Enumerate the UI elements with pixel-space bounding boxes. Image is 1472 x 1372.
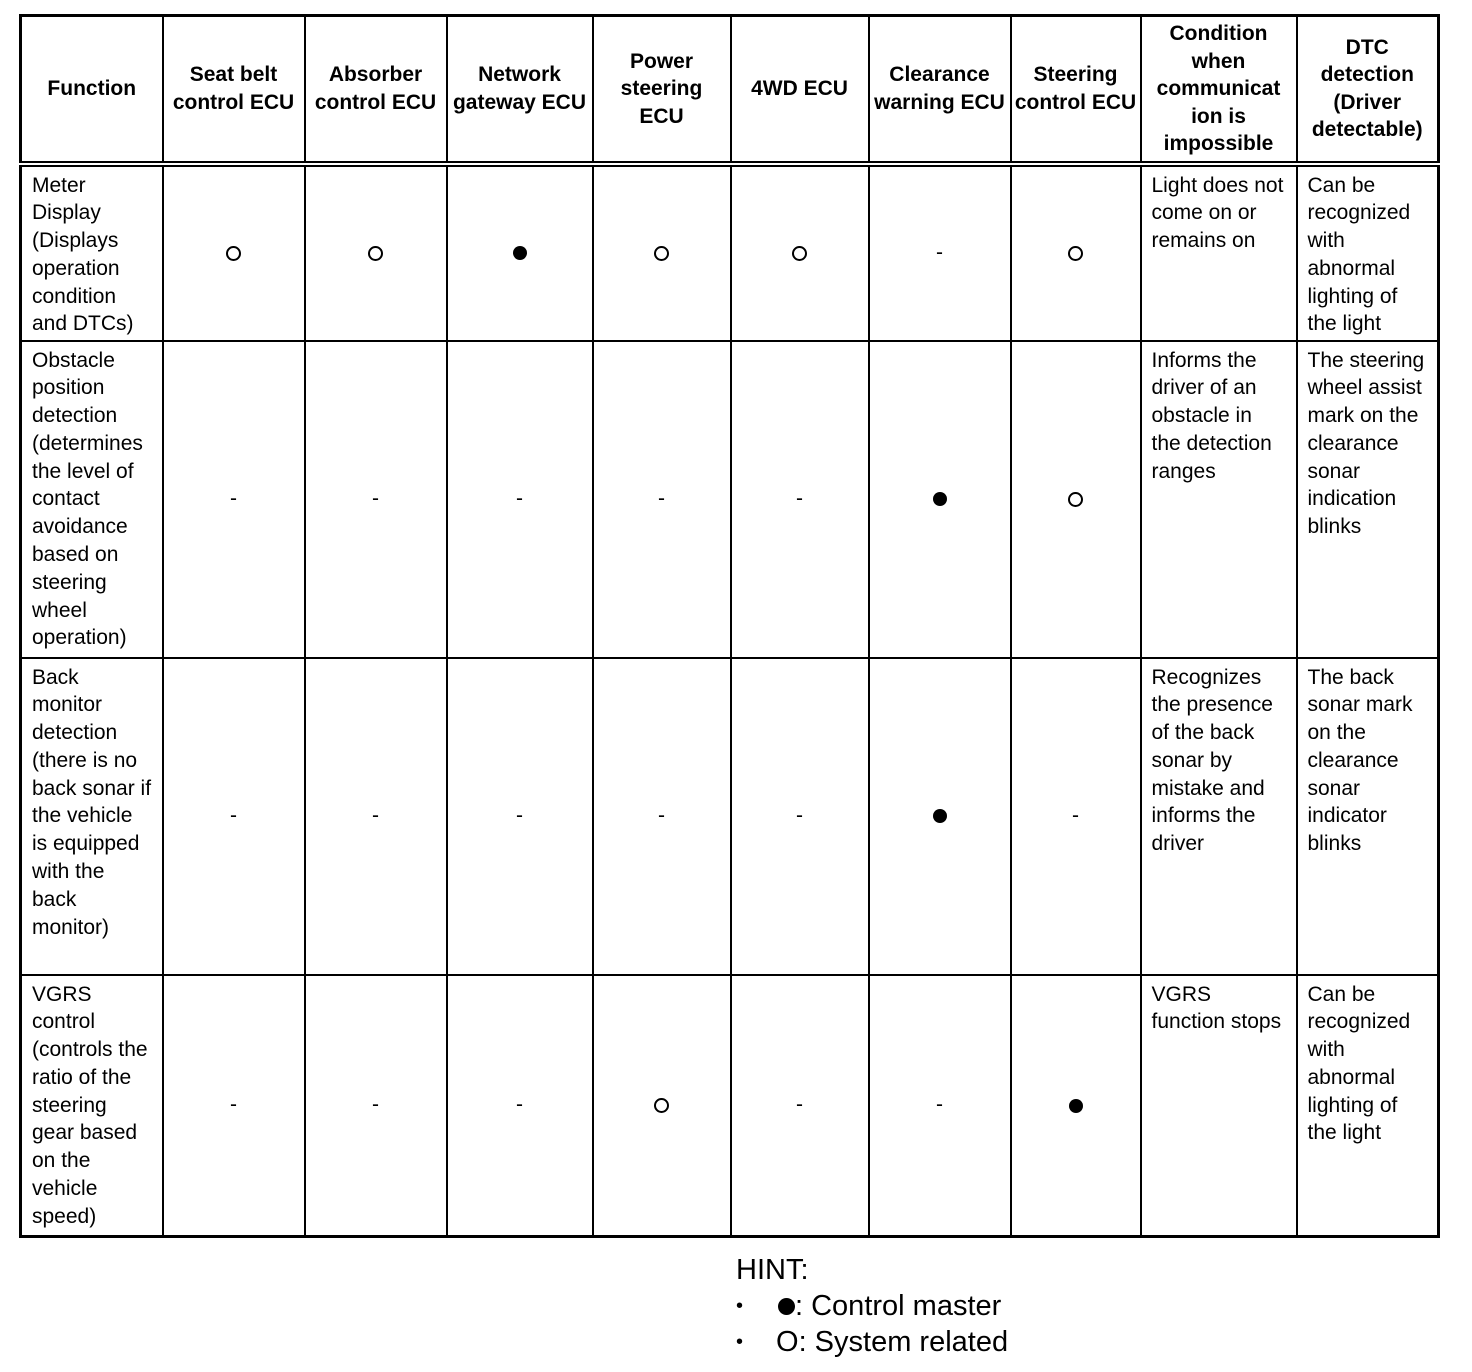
dtc-cell: Can be recognized with abnormal lighting of the light <box>1297 975 1439 1237</box>
bullet-icon: • <box>736 1331 744 1353</box>
dash-mark: - <box>658 804 665 827</box>
open-circle-icon <box>226 246 241 261</box>
dash-mark: - <box>372 1093 379 1117</box>
open-circle-icon <box>654 1098 669 1113</box>
dash-mark: - <box>516 487 523 510</box>
mark-cell <box>163 658 305 975</box>
table-row <box>21 975 1439 1237</box>
open-circle-icon <box>368 246 383 261</box>
dash-mark: - <box>516 804 523 827</box>
mark-cell <box>731 658 869 975</box>
condition-cell: VGRS function stops <box>1141 975 1297 1237</box>
mark-cell <box>305 341 447 658</box>
header-clearance-warning-ecu: Clearance warning ECU <box>869 16 1011 164</box>
open-circle-icon <box>1068 246 1083 261</box>
header-network-gateway-ecu: Network gateway ECU <box>447 16 593 164</box>
mark-cell <box>1011 341 1141 658</box>
mark-cell <box>869 658 1011 975</box>
open-circle-icon <box>654 246 669 261</box>
mark-cell <box>1011 658 1141 975</box>
mark-cell <box>447 658 593 975</box>
header-row <box>21 16 1439 164</box>
filled-circle-icon <box>933 809 947 823</box>
dash-mark: - <box>936 1093 943 1117</box>
mark-cell <box>163 164 305 341</box>
hint-item-control-master <box>736 1288 1008 1324</box>
header-absorber-ecu: Absorber control ECU <box>305 16 447 164</box>
dash-mark: - <box>796 804 803 827</box>
hint-title: HINT: <box>736 1254 809 1286</box>
ecu-function-table <box>19 14 1440 1238</box>
dtc-cell: Can be recognized with abnormal lighting of the light <box>1297 164 1439 341</box>
mark-cell <box>593 975 731 1237</box>
dash-mark: - <box>516 1093 523 1117</box>
filled-circle-icon <box>933 492 947 506</box>
header-4wd-ecu: 4WD ECU <box>731 16 869 164</box>
mark-cell <box>869 164 1011 341</box>
mark-cell <box>1011 164 1141 341</box>
filled-circle-icon <box>513 246 527 260</box>
dash-mark: - <box>230 487 237 510</box>
condition-cell: Informs the driver of an obstacle in the detection ranges <box>1141 341 1297 658</box>
mark-cell <box>163 341 305 658</box>
bullet-icon: • <box>736 1295 744 1317</box>
mark-cell <box>447 975 593 1237</box>
header-seat-belt-ecu: Seat belt control ECU <box>163 16 305 164</box>
mark-cell <box>869 341 1011 658</box>
open-circle-icon <box>1068 492 1083 507</box>
mark-cell <box>163 975 305 1237</box>
hint-text-system-related: : System related <box>798 1326 1009 1358</box>
function-cell: Meter Display (Displays operation condition and DTCs) <box>21 164 163 341</box>
condition-cell: Recognizes the presence of the back sonar by mistake and informs the driver <box>1141 658 1297 975</box>
hint-text-control-master: : Control master <box>795 1290 1002 1322</box>
mark-cell <box>593 164 731 341</box>
dash-mark: - <box>936 241 943 264</box>
mark-cell <box>305 164 447 341</box>
header-function: Function <box>21 16 163 164</box>
hint-item-system-related <box>736 1324 1008 1360</box>
mark-cell <box>305 658 447 975</box>
dash-mark: - <box>372 804 379 827</box>
table-row <box>21 341 1439 658</box>
open-circle-icon: O <box>776 1326 799 1358</box>
hint-legend <box>736 1252 1008 1360</box>
dash-mark: - <box>230 804 237 827</box>
mark-cell <box>593 658 731 975</box>
mark-cell <box>731 164 869 341</box>
mark-cell <box>447 164 593 341</box>
filled-circle-icon <box>1069 1099 1083 1113</box>
mark-cell <box>1011 975 1141 1237</box>
function-cell: Obstacle position detection (determines the level of contact avoidance based on steering wheel operation) <box>21 341 163 658</box>
header-condition: Condition when communicat ion is impossible <box>1141 16 1297 164</box>
dash-mark: - <box>372 487 379 510</box>
function-cell: Back monitor detection (there is no back sonar if the vehicle is equipped with the back monitor) <box>21 658 163 975</box>
table-row <box>21 658 1439 975</box>
dtc-cell: The steering wheel assist mark on the clearance sonar indication blinks <box>1297 341 1439 658</box>
mark-cell <box>447 341 593 658</box>
filled-circle-icon <box>778 1298 795 1315</box>
mark-cell <box>305 975 447 1237</box>
dtc-cell: The back sonar mark on the clearance sonar indicator blinks <box>1297 658 1439 975</box>
header-steering-control-ecu: Steering control ECU <box>1011 16 1141 164</box>
table-row <box>21 164 1439 341</box>
header-dtc-detection: DTC detection (Driver detectable) <box>1297 16 1439 164</box>
dash-mark: - <box>796 1093 803 1117</box>
mark-cell <box>731 975 869 1237</box>
ecu-function-table-wrapper <box>19 14 1440 1238</box>
open-circle-icon <box>792 246 807 261</box>
function-cell: VGRS control (controls the ratio of the steering gear based on the vehicle speed) <box>21 975 163 1237</box>
mark-cell <box>869 975 1011 1237</box>
mark-cell <box>731 341 869 658</box>
dash-mark: - <box>230 1093 237 1117</box>
condition-cell: Light does not come on or remains on <box>1141 164 1297 341</box>
header-power-steering-ecu: Power steering ECU <box>593 16 731 164</box>
mark-cell <box>593 341 731 658</box>
dash-mark: - <box>658 487 665 510</box>
dash-mark: - <box>1072 804 1079 827</box>
dash-mark: - <box>796 487 803 510</box>
